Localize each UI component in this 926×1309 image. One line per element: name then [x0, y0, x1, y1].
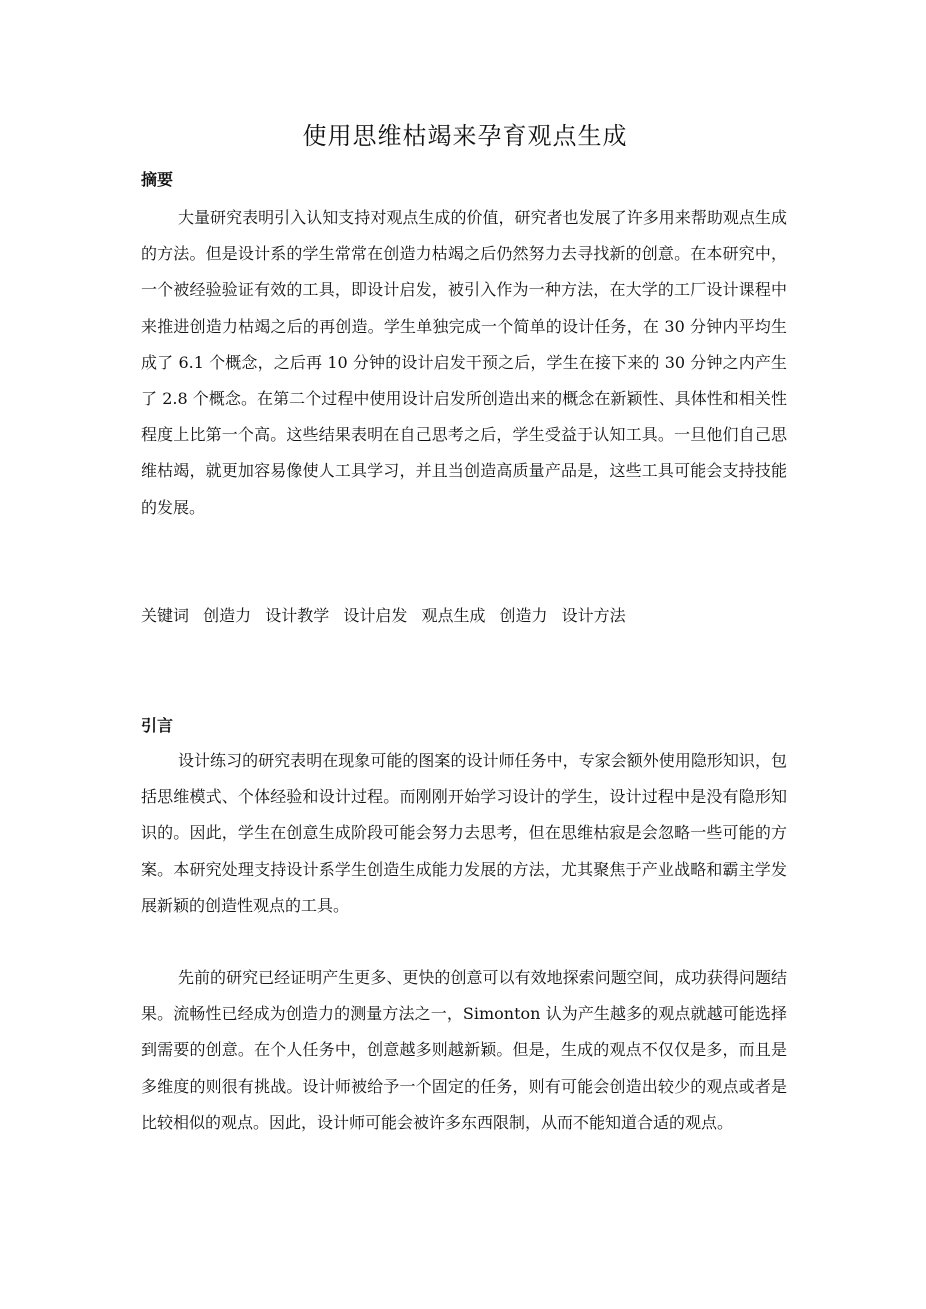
introduction-heading: 引言	[141, 716, 174, 735]
keyword-item: 观点生成	[421, 606, 486, 625]
keyword-item: 创造力	[499, 606, 548, 625]
keyword-item: 设计教学	[265, 606, 330, 625]
keyword-item: 设计方法	[561, 606, 626, 625]
document-title: 使用思维枯竭来孕育观点生成	[302, 122, 628, 150]
introduction-paragraph-1: 设计练习的研究表明在现象可能的图案的设计师任务中，专家会额外使用隐形知识，包括思维模式、个体经验和设计过程。而刚刚开始学习设计的学生，设计过程中是没有隐形知识的。因此，学生在创意生成阶段可能会努力去思考，但在思维枯寂是会忽略一些可能的方案。本研究处理支持设计系学生创造生成能力发展的方法，尤其聚焦于产业战略和霸主学发展新颖的创造性观点的工具。	[141, 751, 787, 915]
keyword-item: 设计启发	[343, 606, 408, 625]
keywords-line	[141, 602, 635, 630]
abstract-paragraph: 大量研究表明引入认知支持对观点生成的价值，研究者也发展了许多用来帮助观点生成的方法。但是设计系的学生常常在创造力枯竭之后仍然努力去寻找新的创意。在本研究中，一个被经验验证有效的工具，即设计启发，被引入作为一种方法，在大学的工厂设计课程中来推进创造力枯竭之后的再创造。学生单独完成一个简单的设计任务，在 30 分钟内平均生成了 6.1 个概念，之后再 10 分钟的设计启发干预之后，学生在接下来的 30 分钟之内产生了 2.8 个概念。在第二个过程中使用设计启发所创造出来的概念在新颖性、具体性和相关性程度上比第一个高。这些结果表明在自己思考之后，学生受益于认知工具。一旦他们自己思维枯竭，就更加容易像使人工具学习，并且当创造高质量产品是，这些工具可能会支持技能的发展。	[141, 208, 787, 517]
abstract-heading: 摘要	[141, 170, 174, 189]
keyword-item: 创造力	[203, 606, 252, 625]
introduction-paragraph-2: 先前的研究已经证明产生更多、更快的创意可以有效地探索问题空间，成功获得问题结果。流畅性已经成为创造力的测量方法之一，Simonton 认为产生越多的观点就越可能选择到需要的创意。在个人任务中，创意越多则越新颖。但是，生成的观点不仅仅是多，而且是多维度的则很有挑战。设计师被给予一个固定的任务，则有可能会创造出较少的观点或者是比较相似的观点。因此，设计师可能会被许多东西限制，从而不能知道合适的观点。	[141, 968, 787, 1132]
keywords-label: 关键词	[141, 606, 190, 625]
